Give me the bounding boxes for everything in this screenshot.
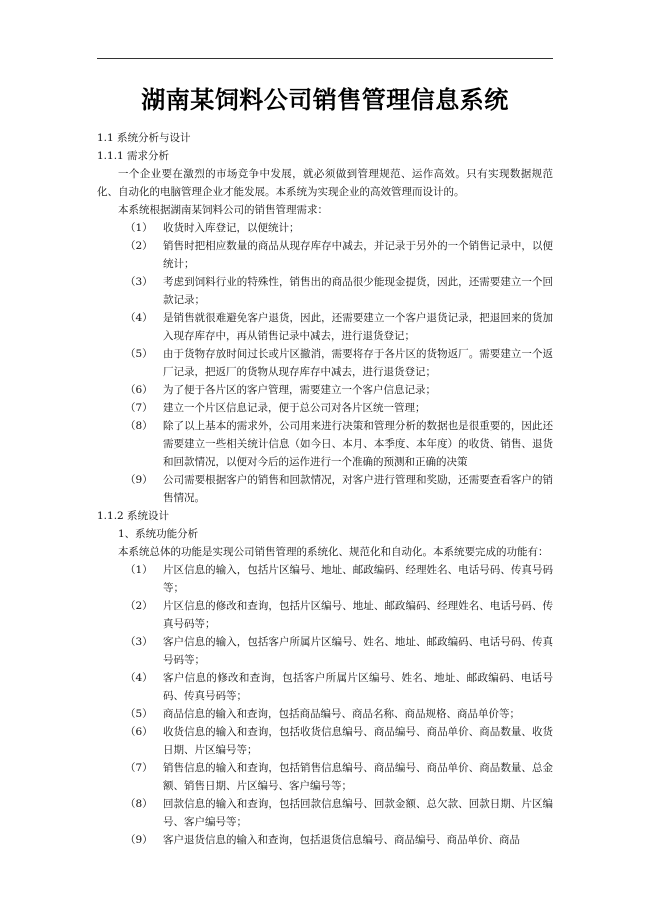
- function-item-number: （5）: [125, 708, 153, 720]
- requirement-item: [97, 381, 553, 399]
- function-item-text: 收货信息的输入和查询，包括收货信息编号、商品编号、商品单价、商品数量、收货日期、片区编号等；: [163, 726, 553, 756]
- requirement-item-number: （9）: [125, 474, 153, 486]
- function-item-text: 片区信息的输入，包括片区编号、地址、邮政编码、经理姓名、电话号码、传真号码等；: [163, 564, 553, 594]
- requirement-item-number: （8）: [125, 420, 153, 432]
- function-item: [97, 633, 553, 669]
- function-item-number: （8）: [125, 798, 153, 810]
- requirement-item-number: （4）: [125, 312, 153, 324]
- function-item-number: （7）: [125, 762, 153, 774]
- requirement-item: [97, 471, 553, 507]
- requirement-item: [97, 345, 553, 381]
- requirement-item: [97, 399, 553, 417]
- requirement-item-number: （1）: [125, 222, 153, 234]
- requirement-item: [97, 237, 553, 273]
- requirements-lead: 本系统根据湖南某饲料公司的销售管理需求：: [118, 204, 328, 216]
- function-item: [97, 759, 553, 795]
- document-title: 湖南某饲料公司销售管理信息系统: [141, 86, 509, 114]
- function-item-text: 客户信息的输入，包括客户所属片区编号、姓名、地址、邮政编码、电话号码、传真号码等；: [163, 636, 553, 666]
- requirement-item-text: 是销售就很难避免客户退货，因此，还需要建立一个客户退货记录，把退回来的货加入现存库存中，再从销售记录中减去，进行退货登记；: [163, 312, 553, 342]
- requirement-item-text: 由于货物存放时间过长或片区撤消，需要将存于各片区的货物返厂。需要建立一个返厂记录，把返厂的货物从现存库存中减去，进行退货登记；: [163, 348, 553, 378]
- function-item: [97, 723, 553, 759]
- requirements-list: [97, 219, 553, 507]
- requirement-item-text: 销售时把相应数量的商品从现存库存中减去，并记录于另外的一个销售记录中，以便统计；: [163, 240, 553, 270]
- function-item: [97, 597, 553, 633]
- requirement-item: [97, 273, 553, 309]
- requirement-item-number: （5）: [125, 348, 153, 360]
- requirement-item-text: 公司需要根据客户的销售和回款情况，对客户进行管理和奖励，还需要查看客户的销售情况。: [163, 474, 553, 504]
- header-rule: [97, 58, 553, 59]
- requirement-item-number: （2）: [125, 240, 153, 252]
- document-body: [97, 129, 553, 849]
- requirement-item: [97, 417, 553, 471]
- requirement-item-number: （3）: [125, 276, 153, 288]
- function-item: [97, 561, 553, 597]
- function-heading: 1、系统功能分析: [118, 528, 199, 540]
- function-item-text: 客户退货信息的输入和查询，包括退货信息编号、商品编号、商品单价、商品: [163, 834, 520, 846]
- function-paragraph: 本系统总体的功能是实现公司销售管理的系统化、规范化和自动化。本系统要完成的功能有：: [118, 546, 549, 558]
- function-item-text: 客户信息的修改和查询，包括客户所属片区编号、姓名、地址、邮政编码、电话号码、传真号码等；: [163, 672, 553, 702]
- function-item-number: （1）: [125, 564, 153, 576]
- requirement-item: [97, 309, 553, 345]
- function-item-text: 回款信息的输入和查询，包括回款信息编号、回款金额、总欠款、回款日期、片区编号、客户编号等；: [163, 798, 553, 828]
- function-item-number: （4）: [125, 672, 153, 684]
- requirement-item-text: 考虑到饲料行业的特殊性，销售出的商品很少能现金提货，因此，还需要建立一个回款记录；: [163, 276, 553, 306]
- function-item: [97, 795, 553, 831]
- function-item-number: （6）: [125, 726, 153, 738]
- function-item-text: 销售信息的输入和查询，包括销售信息编号、商品编号、商品单价、商品数量、总金额、销售日期、片区编号、客户编号等；: [163, 762, 553, 792]
- function-item-number: （9）: [125, 834, 153, 846]
- function-item-text: 片区信息的修改和查询，包括片区编号、地址、邮政编码、经理姓名、电话号码、传真号码等；: [163, 600, 553, 630]
- heading-1-1-2: 1.1.2 系统设计: [97, 510, 170, 522]
- function-item: [97, 831, 553, 849]
- intro-paragraph: 一个企业要在激烈的市场竞争中发展，就必须做到管理规范、运作高效。只有实现数据规范化、自动化的电脑管理企业才能发展。本系统为实现企业的高效管理而设计的。: [97, 168, 553, 198]
- function-item: [97, 705, 553, 723]
- functions-list: [97, 561, 553, 849]
- function-item-text: 商品信息的输入和查询，包括商品编号、商品名称、商品规格、商品单价等；: [163, 708, 520, 720]
- heading-1-1-1: 1.1.1 需求分析: [97, 150, 170, 162]
- function-item-number: （3）: [125, 636, 153, 648]
- function-item-number: （2）: [125, 600, 153, 612]
- requirement-item-text: 为了便于各片区的客户管理，需要建立一个客户信息记录；: [163, 384, 436, 396]
- requirement-item-number: （7）: [125, 402, 153, 414]
- requirement-item-text: 除了以上基本的需求外，公司用来进行决策和管理分析的数据也是很重要的，因此还需要建立一些相关统计信息（如今日、本月、本季度、本年度）的收货、销售、退货和回款情况，以便对今后的运作进行一个准确的预测和正确的决策: [163, 420, 553, 468]
- requirement-item-number: （6）: [125, 384, 153, 396]
- requirement-item-text: 收货时入库登记，以便统计；: [163, 222, 300, 234]
- heading-1-1: 1.1 系统分析与设计: [97, 132, 191, 144]
- requirement-item: [97, 219, 553, 237]
- requirement-item-text: 建立一个片区信息记录，便于总公司对各片区统一管理；: [163, 402, 426, 414]
- function-item: [97, 669, 553, 705]
